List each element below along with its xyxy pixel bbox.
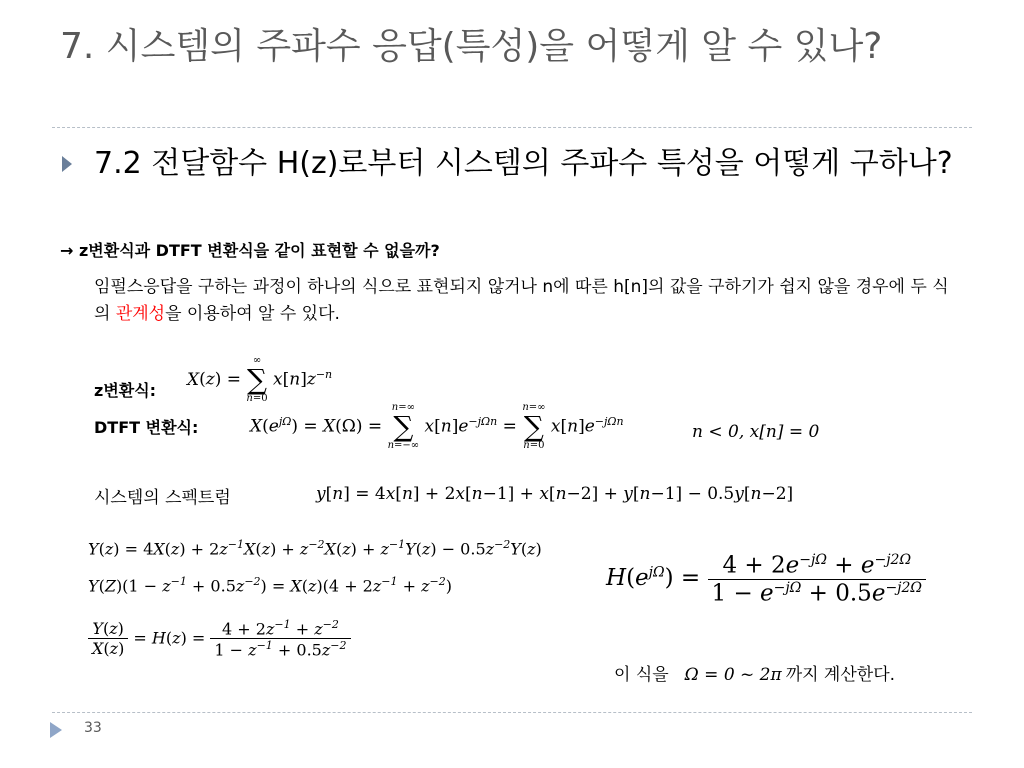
omega-range: Ω = 0 ~ 2π — [684, 665, 782, 685]
z-domain-equation-1: $Y(z) = 4X(z) + 2z^{-1}X(z) + z^{-2}X(z) + z^{-1}Y(z) - 0.5z^{-2}Y(z)$ — [88, 538, 542, 559]
explanation-paragraph — [94, 274, 964, 328]
z-transform-label: z변환식: — [94, 381, 157, 400]
z-transform-equation: X(z) = ∞ ∑ n=0 $x[n]z^{-n}$ — [187, 355, 333, 404]
bullet-arrow-icon — [62, 156, 72, 172]
highlight-keyword: 관계성 — [115, 304, 166, 324]
dtft-equation: $X(e^{j\Omega}) = X(\Omega)$ = n=∞ ∑ n=−∞ $x[n]e^{-j\Omega n}$ = n=∞ ∑ n=0 $x[n]e^{-j\Omega n}$ — [250, 402, 624, 451]
paragraph-text-b: 을 이용하여 알 수 있다. — [165, 304, 340, 324]
calc-suffix: 까지 계산한다. — [785, 665, 896, 685]
slide-title: 7. 시스템의 주파수 응답(특성)을 어떻게 알 수 있나? — [60, 26, 883, 67]
transfer-function-hz: $\frac{Y(z)}{X(z)}$ = H(z) = $\frac{4 + 2z^{-1} + z^{-2}}{1 - z^{-1} + 0.5z^{-2}}$ — [88, 618, 351, 660]
bottom-divider — [52, 712, 972, 713]
slide-arrow-icon — [50, 722, 62, 738]
page-number: 33 — [84, 720, 102, 736]
paragraph-text-a: 임펄스응답을 구하는 과정이 하나의 식으로 표현되지 않거나 n에 따른 h[n]의 값을 구하기가 쉽지 않을 경우에 두 식의 — [94, 277, 949, 324]
calc-prefix: 이 식을 — [614, 665, 669, 685]
difference-equation: y[n] = 4x[n] + 2x[n−1] + x[n−2] + y[n−1] − 0.5y[n−2] — [316, 484, 794, 504]
z-domain-equation-2: $Y(Z)(1 - z^{-1} + 0.5z^{-2}) = X(z)(4 + 2z^{-1} + z^{-2})$ — [88, 575, 452, 596]
frequency-response-equation: $H(e^{j\Omega})$ = $\frac{4 + 2e^{-j\Omega} + e^{-j2\Omega}}{1 - e^{-j\Omega} + 0.5e^{-j2\Omega}}$ — [606, 552, 926, 606]
subheading: → z변환식과 DTFT 변환식을 같이 표현할 수 없을까? — [60, 241, 440, 260]
dtft-label: DTFT 변환식: — [94, 418, 199, 437]
top-divider — [52, 127, 972, 128]
spectrum-label: 시스템의 스펙트럼 — [94, 488, 231, 508]
calculation-note — [614, 660, 895, 685]
section-heading: 7.2 전달함수 H(z)로부터 시스템의 주파수 특성을 어떻게 구하나? — [94, 146, 953, 181]
causality-condition: n < 0, x[n] = 0 — [692, 422, 820, 442]
